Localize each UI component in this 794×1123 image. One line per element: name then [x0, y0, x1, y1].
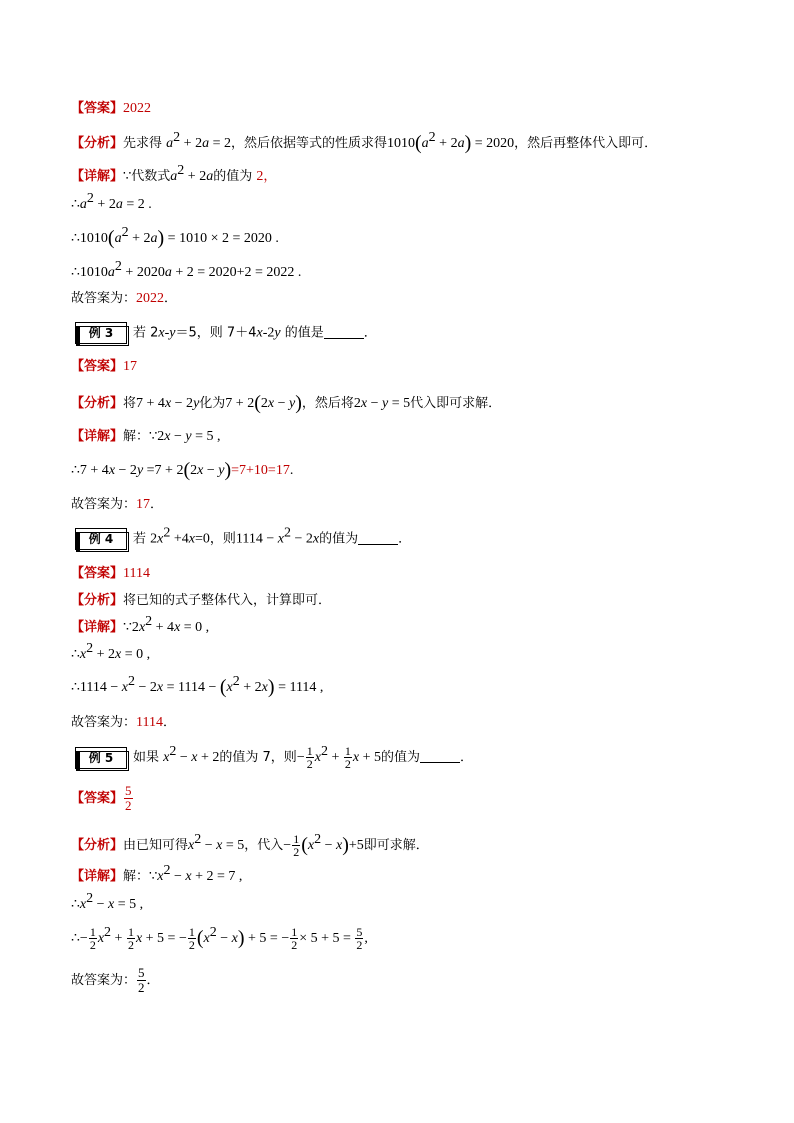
final-value: 17	[136, 497, 151, 512]
answer-label: 【答案】	[71, 566, 124, 581]
analysis-text: ，然后依据等式的性质求得	[230, 136, 387, 151]
example-badge	[75, 528, 127, 550]
answer-value: 17	[123, 359, 138, 374]
final-end: ．	[150, 497, 164, 512]
step-line: $\therefore a^2 + 2a = 2$ .	[71, 191, 152, 212]
question-text: 的值为	[319, 531, 359, 547]
analysis-label: 【分析】	[71, 136, 124, 151]
answer-blank[interactable]	[358, 532, 398, 545]
question-text: ．	[398, 531, 412, 547]
final-label: 故答案为：	[71, 497, 137, 512]
analysis-text: 将	[123, 396, 137, 411]
question-text: 若	[133, 531, 147, 547]
analysis-text: 将已知的式子整体代入，计算即可．	[123, 593, 332, 608]
answer-value: 1114	[123, 566, 150, 581]
example-badge	[75, 322, 127, 344]
question-ex4: 例 4 若 $2x^2 +4x=0$，则$1114 - x^2 - 2x$的值为 ．	[75, 528, 411, 550]
detail-label: 【详解】	[71, 869, 124, 884]
final-end: ．	[146, 973, 160, 988]
question-ex3: 例 3 若 2x-y＝5，则 7＋4x-2y 的值是 ．	[75, 322, 377, 344]
answer-blank[interactable]	[324, 326, 364, 339]
detail-line-ex3: 【详解】解：∵2x − y = 5 ,	[71, 429, 221, 444]
question-text: 的值是	[284, 325, 324, 341]
question-text: 的值为	[380, 750, 420, 765]
question-text: 若 2	[133, 325, 159, 341]
answer-label: 【答案】	[71, 791, 124, 806]
final-answer-ex3	[71, 496, 163, 514]
detail-value: 2	[256, 169, 264, 184]
final-value: 2022	[136, 291, 165, 306]
question-text: 如果	[133, 750, 160, 765]
final-answer-ex4	[71, 714, 176, 732]
analysis-text: 即可求解．	[363, 838, 429, 853]
detail-label: 【详解】	[71, 169, 124, 184]
example-label: 例 4	[88, 532, 114, 546]
question-text: 的值为 7，则	[219, 750, 297, 765]
analysis-label: 【分析】	[71, 396, 124, 411]
step-line: $\therefore x^2 - x = 5$ ,	[71, 891, 144, 912]
example-label: 例 3	[88, 326, 114, 340]
final-answer-ex5	[71, 966, 160, 995]
step-line: ∴1114 − $x^2 - 2x = 1114 - (x^2 + 2x) = 1114$ ,	[71, 674, 324, 698]
answer-fraction: $\frac{5}{2}$	[125, 783, 132, 813]
detail-line-ex4: 【详解】$\because 2x^2 + 4x = 0$ ,	[71, 614, 210, 635]
detail-text: ∵代数式	[123, 169, 171, 184]
detail-line-ex2: 【详解】∵代数式$a^2 + 2a$的值为 2，	[71, 163, 277, 184]
analysis-label: 【分析】	[71, 593, 124, 608]
detail-text: ，	[263, 169, 277, 184]
detail-text: 解：∵	[123, 429, 158, 444]
answer-line-ex3	[71, 358, 137, 376]
final-value: 1114	[136, 715, 163, 730]
analysis-text: 先求得	[123, 136, 163, 151]
step-line: $\therefore 1010(a^2 + 2a) = 1010 \times 2 = 2020$ .	[71, 225, 279, 249]
analysis-line-ex4	[71, 592, 331, 610]
example-badge	[75, 747, 127, 769]
example-label: 例 5	[88, 750, 114, 765]
final-answer-ex2	[71, 290, 177, 308]
analysis-text: 代入即可求解．	[410, 396, 502, 411]
detail-line-ex5: 【详解】解：$\because x^2 - x + 2 = 7$ ,	[71, 863, 243, 884]
analysis-text: ，代入	[244, 838, 284, 853]
question-text: ．	[363, 325, 377, 341]
analysis-text: 由已知可得	[123, 838, 189, 853]
final-end: ．	[164, 291, 178, 306]
answer-line-ex2	[71, 100, 151, 118]
analysis-label: 【分析】	[71, 838, 124, 853]
question-text: ＝5，则 7＋4	[175, 325, 257, 341]
answer-value: 2022	[123, 101, 152, 116]
question-ex5: 例 5 如果 $x^2 - x + 2$的值为 7，则− $\frac{1}{2}$ $x^2$ + $\frac{1}{2}$ x + 5的值为 ．	[75, 745, 473, 770]
step-line: ∴− $\frac{1}{2}$ $x^2$ + $\frac{1}{2}$ x + 5 = − $\frac{1}{2}$ $(x^2 - x) + 5$ = − $\frac{1}{2}$ × 5 + 5 = $\frac{5}{2}$ ,	[71, 925, 368, 952]
analysis-text: ，然后将	[301, 396, 354, 411]
step-line: ∴7 + 4x − 2y =7 + 2(2x − y)=7+10=17.	[71, 459, 294, 481]
question-text: ．	[459, 750, 473, 765]
detail-label: 【详解】	[71, 620, 124, 635]
question-text: ，则	[209, 531, 236, 547]
detail-label: 【详解】	[71, 429, 124, 444]
step-line: $\therefore x^2 + 2x = 0$ ,	[71, 641, 151, 662]
detail-text: 的值为	[213, 169, 253, 184]
answer-blank[interactable]	[420, 750, 460, 763]
answer-label: 【答案】	[71, 101, 124, 116]
answer-label: 【答案】	[71, 359, 124, 374]
detail-text: 解：∵	[123, 869, 158, 884]
analysis-line-ex3: 【分析】将7 + 4x − 2y化为7 + 2(2x − y)，然后将2x − y = 5代入即可求解．	[71, 392, 502, 414]
final-end: ．	[162, 715, 176, 730]
answer-line-ex5	[71, 784, 134, 813]
analysis-text: 化为	[199, 396, 226, 411]
final-fraction: $\frac{5}{2}$	[138, 965, 145, 995]
analysis-text: ，然后再整体代入即可．	[514, 136, 658, 151]
final-label: 故答案为：	[71, 291, 137, 306]
analysis-line-ex2: 【分析】先求得 $a^2 + 2a = 2$，然后依据等式的性质求得$1010(a^2 + 2a) = 2020$，然后再整体代入即可．	[71, 130, 658, 154]
final-label: 故答案为：	[71, 973, 137, 988]
answer-line-ex4	[71, 565, 150, 583]
analysis-line-ex5: 【分析】由已知可得$x^2 - x = 5$，代入− $\frac{1}{2}$ $(x^2 - x)+5$即可求解．	[71, 832, 429, 859]
step-line: $\therefore 1010a^2 + 2020a + 2 = 2020+2 = 2022$ .	[71, 259, 302, 280]
final-label: 故答案为：	[71, 715, 137, 730]
